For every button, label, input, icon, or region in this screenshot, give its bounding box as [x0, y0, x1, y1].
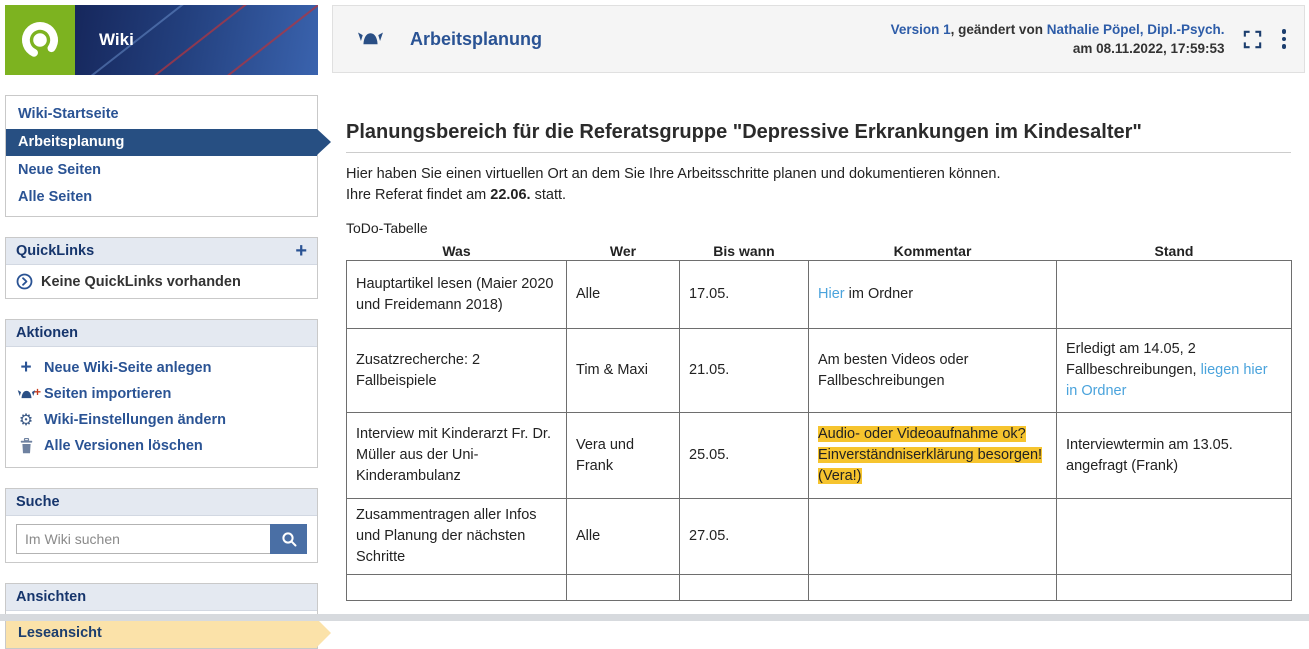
changed-by-text: , geändert von	[950, 22, 1047, 37]
page-header-bar	[332, 5, 1305, 73]
cell-text: 27.05.	[689, 528, 730, 544]
wiki-helmet-icon	[357, 31, 384, 47]
circle-arrow-icon	[16, 273, 33, 290]
table-cell	[1057, 329, 1292, 413]
wiki-nav	[5, 95, 318, 217]
ansichten-header	[6, 584, 317, 611]
aktionen-panel	[5, 319, 318, 468]
intro-line-2	[346, 185, 1291, 206]
nav-item-wiki-startseite[interactable]: Wiki-Startseite	[18, 106, 119, 122]
cell-link[interactable]: liegen hier in Ordner	[1066, 362, 1268, 399]
page-title: Arbeitsplanung	[410, 28, 543, 49]
version-info	[891, 20, 1225, 58]
table-cell	[809, 499, 1057, 575]
kebab-dot	[1282, 44, 1287, 49]
kebab-dot	[1282, 37, 1287, 42]
ansichten-title: Ansichten	[16, 589, 87, 605]
version-link[interactable]: Version 1	[890, 22, 951, 37]
table-cell	[809, 329, 1057, 413]
banner-background	[75, 5, 318, 75]
table-cell	[567, 261, 680, 329]
todo-table-body	[347, 261, 1292, 601]
table-row	[347, 261, 1292, 329]
col-header-wer: Wer	[609, 243, 637, 259]
aktionen-header	[6, 320, 317, 347]
plus-icon: +	[20, 357, 32, 378]
quicklinks-empty-text: Keine QuickLinks vorhanden	[41, 273, 241, 290]
cell-text: Interview mit Kinderarzt Fr. Dr. Müller aus der Uni-Kinderambulanz	[356, 426, 551, 484]
suche-title: Suche	[16, 494, 60, 510]
col-header-kommentar: Kommentar	[893, 243, 972, 259]
more-actions-button[interactable]	[1280, 27, 1289, 51]
banner-decor-line	[124, 5, 318, 75]
search-button[interactable]	[270, 524, 307, 554]
aktionen-title: Aktionen	[16, 325, 79, 341]
cell-text: im Ordner	[844, 286, 914, 302]
view-leseansicht[interactable]: Leseansicht	[6, 619, 317, 648]
table-cell	[809, 261, 1057, 329]
cell-text: Hauptartikel lesen (Maier 2020 und Freidemann 2018)	[356, 275, 554, 313]
table-cell	[567, 329, 680, 413]
table-cell	[347, 499, 567, 575]
action-seiten-importieren[interactable]	[16, 381, 307, 407]
action-label: Neue Wiki-Seite anlegen	[44, 360, 212, 376]
table-cell	[680, 329, 809, 413]
version-date: am 08.11.2022, 17:59:53	[1072, 41, 1225, 56]
wiki-page-content	[332, 121, 1305, 601]
table-row	[347, 329, 1292, 413]
quicklinks-title: QuickLinks	[16, 243, 95, 259]
cell-text: 17.05.	[689, 286, 730, 302]
cell-text: Vera und Frank	[576, 436, 635, 474]
table-cell	[347, 329, 567, 413]
col-header-was: Was	[442, 243, 471, 259]
action-label: Alle Versionen löschen	[44, 438, 203, 454]
content-heading: Planungsbereich für die Referatsgruppe "Depressive Erkrankungen im Kindesalter"	[346, 121, 1291, 153]
cell-text: 21.05.	[689, 362, 730, 378]
todo-table	[346, 242, 1292, 601]
table-cell	[567, 575, 680, 601]
cell-text: Am besten Videos oder Fallbeschreibungen	[818, 351, 969, 389]
table-cell	[680, 261, 809, 329]
nav-item-arbeitsplanung[interactable]: Arbeitsplanung	[6, 129, 317, 156]
table-label: ToDo-Tabelle	[346, 220, 428, 236]
author-link[interactable]: Nathalie Pöpel, Dipl.-Psych.	[1046, 22, 1225, 37]
table-cell	[567, 413, 680, 499]
magnifier-icon	[280, 530, 298, 548]
referat-date: 22.06.	[490, 187, 531, 203]
import-wiki-icon: +	[16, 388, 36, 401]
action-label: Seiten importieren	[44, 386, 172, 402]
highlighted-text: Audio- oder Videoaufnahme ok? Einverständniserklärung besorgen! (Vera!)	[818, 426, 1043, 484]
main-area	[332, 5, 1305, 601]
cell-text: Interviewtermin am 13.05. angefragt (Frank)	[1066, 436, 1233, 474]
table-cell	[567, 499, 680, 575]
table-cell	[809, 575, 1057, 601]
quicklinks-header	[6, 238, 317, 265]
table-cell	[347, 575, 567, 601]
table-row	[347, 413, 1292, 499]
wiki-banner	[5, 5, 318, 75]
table-cell	[809, 413, 1057, 499]
table-cell	[1057, 575, 1292, 601]
cell-text: Erledigt am 14.05, 2 Fallbeschreibungen,	[1066, 341, 1201, 378]
col-header-stand: Stand	[1154, 243, 1194, 259]
action-alle-versionen-loeschen[interactable]	[16, 433, 307, 459]
add-quicklink-icon[interactable]: +	[295, 240, 307, 262]
trash-icon	[16, 438, 36, 454]
table-header-row	[347, 242, 1292, 261]
fullscreen-button[interactable]	[1241, 28, 1264, 51]
table-row	[347, 575, 1292, 601]
ilias-logo[interactable]	[5, 5, 75, 75]
wiki-search-input[interactable]	[16, 524, 270, 554]
action-neue-wiki-seite[interactable]	[16, 355, 307, 381]
sidebar	[5, 5, 318, 649]
nav-item-neue-seiten[interactable]: Neue Seiten	[18, 162, 101, 178]
nav-item-alle-seiten[interactable]: Alle Seiten	[18, 189, 93, 205]
cell-text: Alle	[576, 528, 601, 544]
table-row	[347, 499, 1292, 575]
cell-text: 25.05.	[689, 447, 730, 463]
cell-text: Zusammentragen aller Infos und Planung der nächsten Schritte	[356, 507, 537, 565]
gears-icon: ⚙	[18, 410, 34, 429]
table-cell	[1057, 261, 1292, 329]
bottom-edge-strip	[0, 614, 1309, 621]
ilias-spiral-icon	[16, 16, 64, 64]
table-cell	[347, 261, 567, 329]
intro-paragraph	[346, 164, 1291, 206]
kebab-dot	[1282, 29, 1287, 34]
table-cell	[680, 575, 809, 601]
suche-panel	[5, 488, 318, 563]
table-cell	[1057, 499, 1292, 575]
cell-text: Zusatzrecherche: 2 Fallbeispiele	[356, 351, 481, 389]
table-cell	[680, 413, 809, 499]
table-cell	[347, 413, 567, 499]
cell-text: Tim & Maxi	[576, 362, 648, 378]
suche-header	[6, 489, 317, 516]
intro-line2-prefix: Ihre Referat findet am	[346, 187, 491, 203]
col-header-bis-wann: Bis wann	[713, 243, 775, 259]
intro-line-1: Hier haben Sie einen virtuellen Ort an dem Sie Ihre Arbeitsschritte planen und dokumentieren können.	[346, 166, 1001, 182]
banner-title: Wiki	[99, 30, 134, 49]
action-wiki-einstellungen[interactable]	[16, 407, 307, 433]
intro-line2-suffix: statt.	[530, 187, 567, 203]
table-cell	[680, 499, 809, 575]
table-cell	[1057, 413, 1292, 499]
quicklinks-panel	[5, 237, 318, 299]
cell-text: Alle	[576, 286, 601, 302]
action-label: Wiki-Einstellungen ändern	[44, 412, 226, 428]
fullscreen-corners-icon	[1241, 28, 1264, 51]
cell-link[interactable]: Hier	[818, 286, 845, 302]
